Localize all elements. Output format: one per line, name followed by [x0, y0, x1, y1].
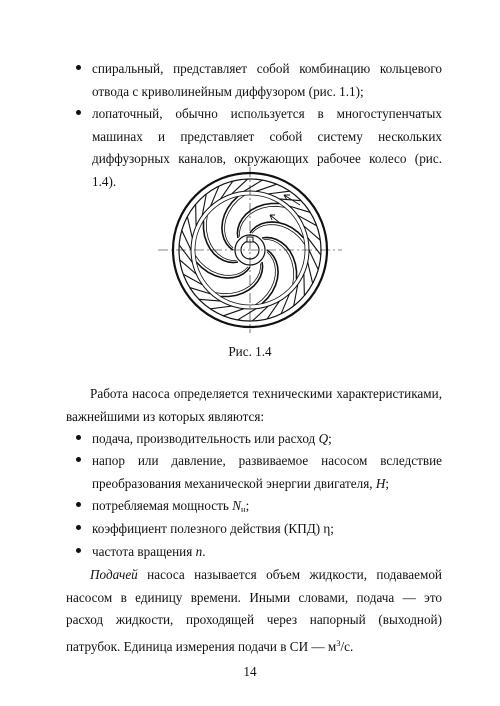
bullet-icon: [76, 502, 81, 507]
diffuser-vane: [268, 191, 290, 194]
impeller-blade: [262, 250, 278, 304]
diffuser-vane: [308, 262, 313, 283]
vaned-diffuser-figure: [150, 165, 350, 335]
figure-caption: Рис. 1.4: [228, 344, 272, 359]
impeller-blade-edge: [225, 195, 245, 248]
list-item-text: спиральный, представляет собой комбинацию кольцевого отвода с криволинейным диффузором (рис. 1.1);: [92, 61, 442, 99]
impeller-blade: [196, 262, 250, 278]
diffuser-vane: [210, 306, 232, 309]
bullet-icon: [76, 525, 81, 530]
impeller-blade-edge: [195, 256, 248, 276]
symbol: N: [232, 498, 241, 513]
list-item-text: потребляемая мощность $N_н$;: [92, 498, 250, 514]
diffuser-vane: [256, 184, 276, 191]
symbol: n: [195, 544, 203, 559]
bullet-icon: [76, 548, 81, 553]
impeller-blade: [222, 196, 238, 250]
diffuser-vane: [187, 217, 192, 238]
subscript: н: [241, 504, 246, 514]
bullet-icon: [76, 65, 81, 70]
impeller-blade-edge: [252, 225, 305, 245]
symbol: H: [375, 475, 386, 491]
diffuser-vane: [223, 309, 243, 316]
list-item-text: частота вращения n.: [92, 544, 206, 559]
list-item-text: коэффициент полезного действия (КПД) η;: [92, 521, 334, 536]
diffuser-vane: [182, 230, 191, 250]
bullet-icon: [76, 457, 81, 462]
page-number: 14: [243, 664, 257, 679]
paragraph-intro: Работа насоса определяется техническими характеристиками, важнейшими из которых являются:: [66, 386, 442, 424]
bullet-icon: [76, 435, 81, 440]
impeller-blade-edge: [263, 240, 293, 285]
symbol: Q: [318, 431, 329, 446]
impeller-blade-edge: [206, 215, 236, 260]
diffuser-vane: [309, 250, 318, 270]
superscript: 3: [336, 637, 341, 648]
list-item-text: лопаточный, обычно используется в многоступенчатых машинах и представляет собой систему нескольких диффузорных каналов, окружающих рабочее колесо (рис. 1.4).: [92, 106, 442, 189]
bullet-icon: [76, 110, 81, 115]
impeller-blade: [250, 222, 304, 238]
paragraph-definition: Подачей насоса называется объем жидкости, подаваемой насосом в единицу времени. Иными словами, подача — это расход жидкости, проходящей через напорный (выходной) патрубок. Единица измерения подачи в СИ — $м^3/с$.: [66, 567, 442, 654]
list-item-text: подача, производительность или расход Q;: [92, 431, 332, 446]
impeller-blade-edge: [256, 252, 276, 305]
term: Подачей: [90, 567, 138, 582]
impeller-blade-edge: [215, 263, 260, 293]
list-item-text: напор или давление, развиваемое насосом вследствие преобразования механической энергии двигателя, H;: [92, 453, 442, 491]
